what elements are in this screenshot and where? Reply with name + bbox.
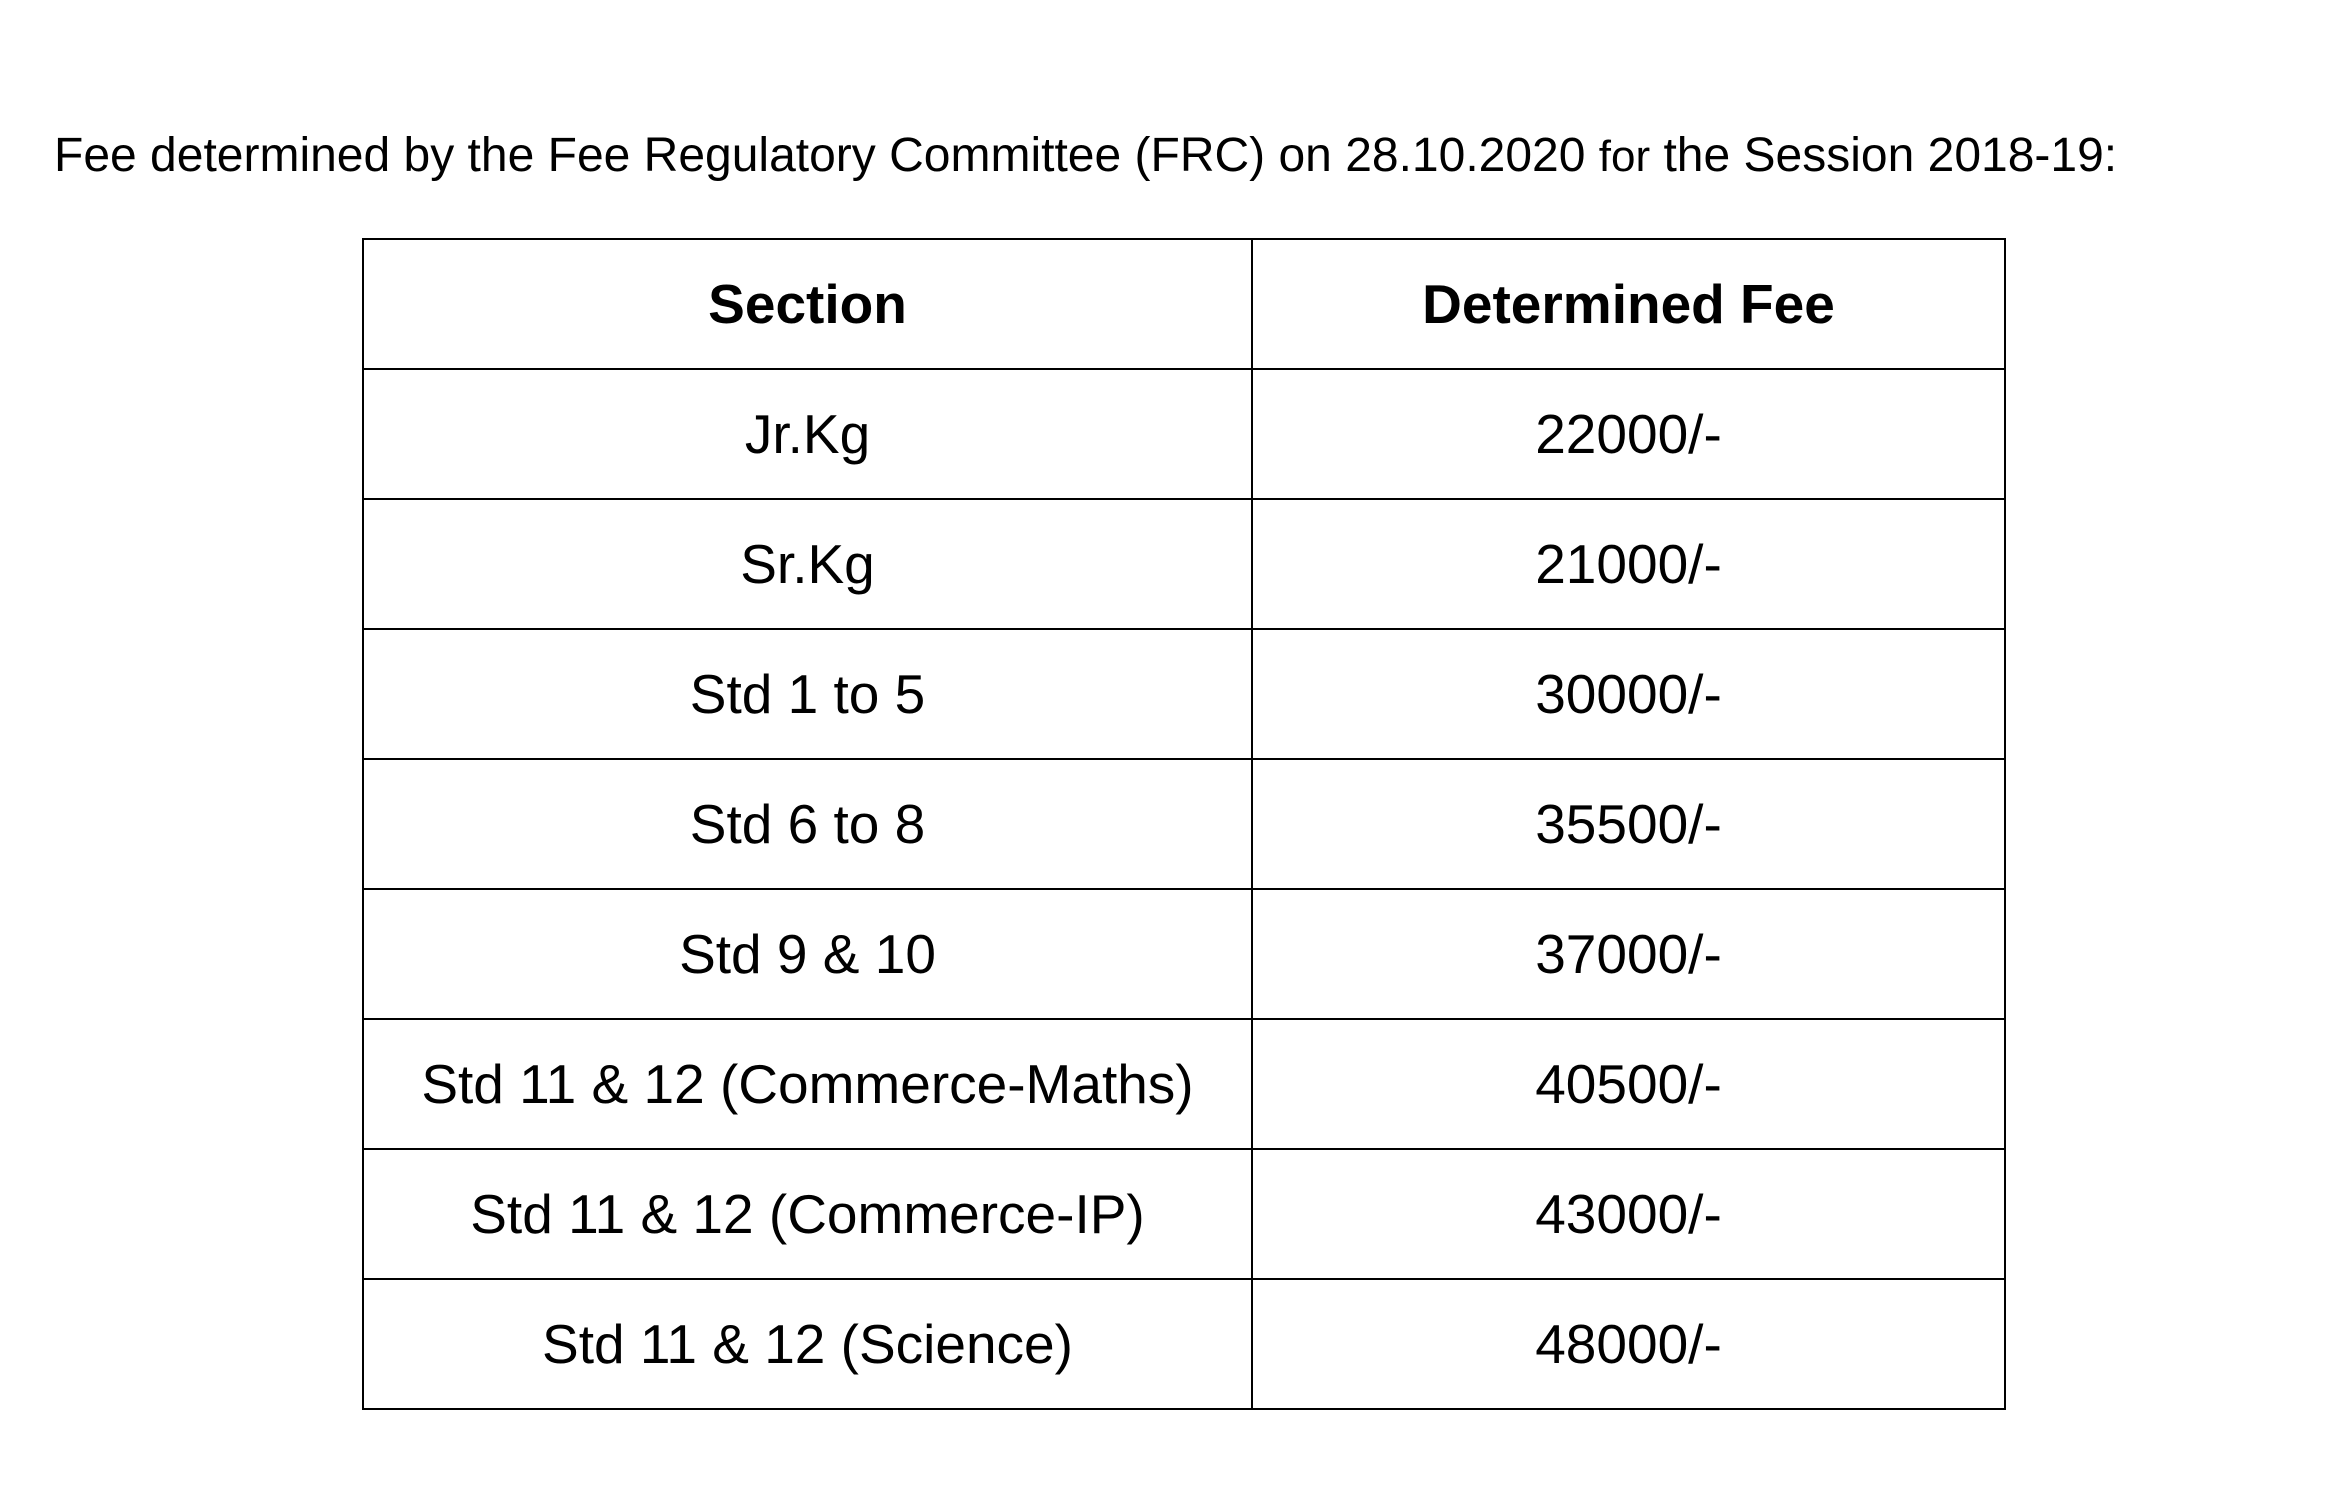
fee-table xyxy=(362,238,2006,1410)
table-row xyxy=(363,1279,2005,1409)
section-cell: Std 11 & 12 (Science) xyxy=(363,1279,1252,1409)
section-cell: Std 1 to 5 xyxy=(363,629,1252,759)
heading-text-part3: the Session 2018-19: xyxy=(1650,129,2118,182)
header-section: Section xyxy=(363,239,1252,369)
section-cell: Std 6 to 8 xyxy=(363,759,1252,889)
table-row xyxy=(363,889,2005,1019)
heading-text-part1: Fee determined by the Fee Regulatory Committee (FRC) on 28.10.2020 xyxy=(54,129,1599,182)
table-row xyxy=(363,759,2005,889)
fee-cell: 35500/- xyxy=(1252,759,2005,889)
table-row xyxy=(363,1019,2005,1149)
section-cell: Std 11 & 12 (Commerce-IP) xyxy=(363,1149,1252,1279)
fee-cell: 21000/- xyxy=(1252,499,2005,629)
table-row xyxy=(363,629,2005,759)
fee-cell: 30000/- xyxy=(1252,629,2005,759)
section-cell: Sr.Kg xyxy=(363,499,1252,629)
header-determined-fee: Determined Fee xyxy=(1252,239,2005,369)
fee-cell: 43000/- xyxy=(1252,1149,2005,1279)
table-header-row xyxy=(363,239,2005,369)
section-cell: Jr.Kg xyxy=(363,369,1252,499)
section-cell: Std 11 & 12 (Commerce-Maths) xyxy=(363,1019,1252,1149)
table-row xyxy=(363,499,2005,629)
fee-cell: 37000/- xyxy=(1252,889,2005,1019)
section-cell: Std 9 & 10 xyxy=(363,889,1252,1019)
heading-text-part2: for xyxy=(1598,132,1651,181)
fee-cell: 22000/- xyxy=(1252,369,2005,499)
page-heading xyxy=(54,124,2117,189)
fee-cell: 48000/- xyxy=(1252,1279,2005,1409)
table-row xyxy=(363,369,2005,499)
fee-cell: 40500/- xyxy=(1252,1019,2005,1149)
table-row xyxy=(363,1149,2005,1279)
